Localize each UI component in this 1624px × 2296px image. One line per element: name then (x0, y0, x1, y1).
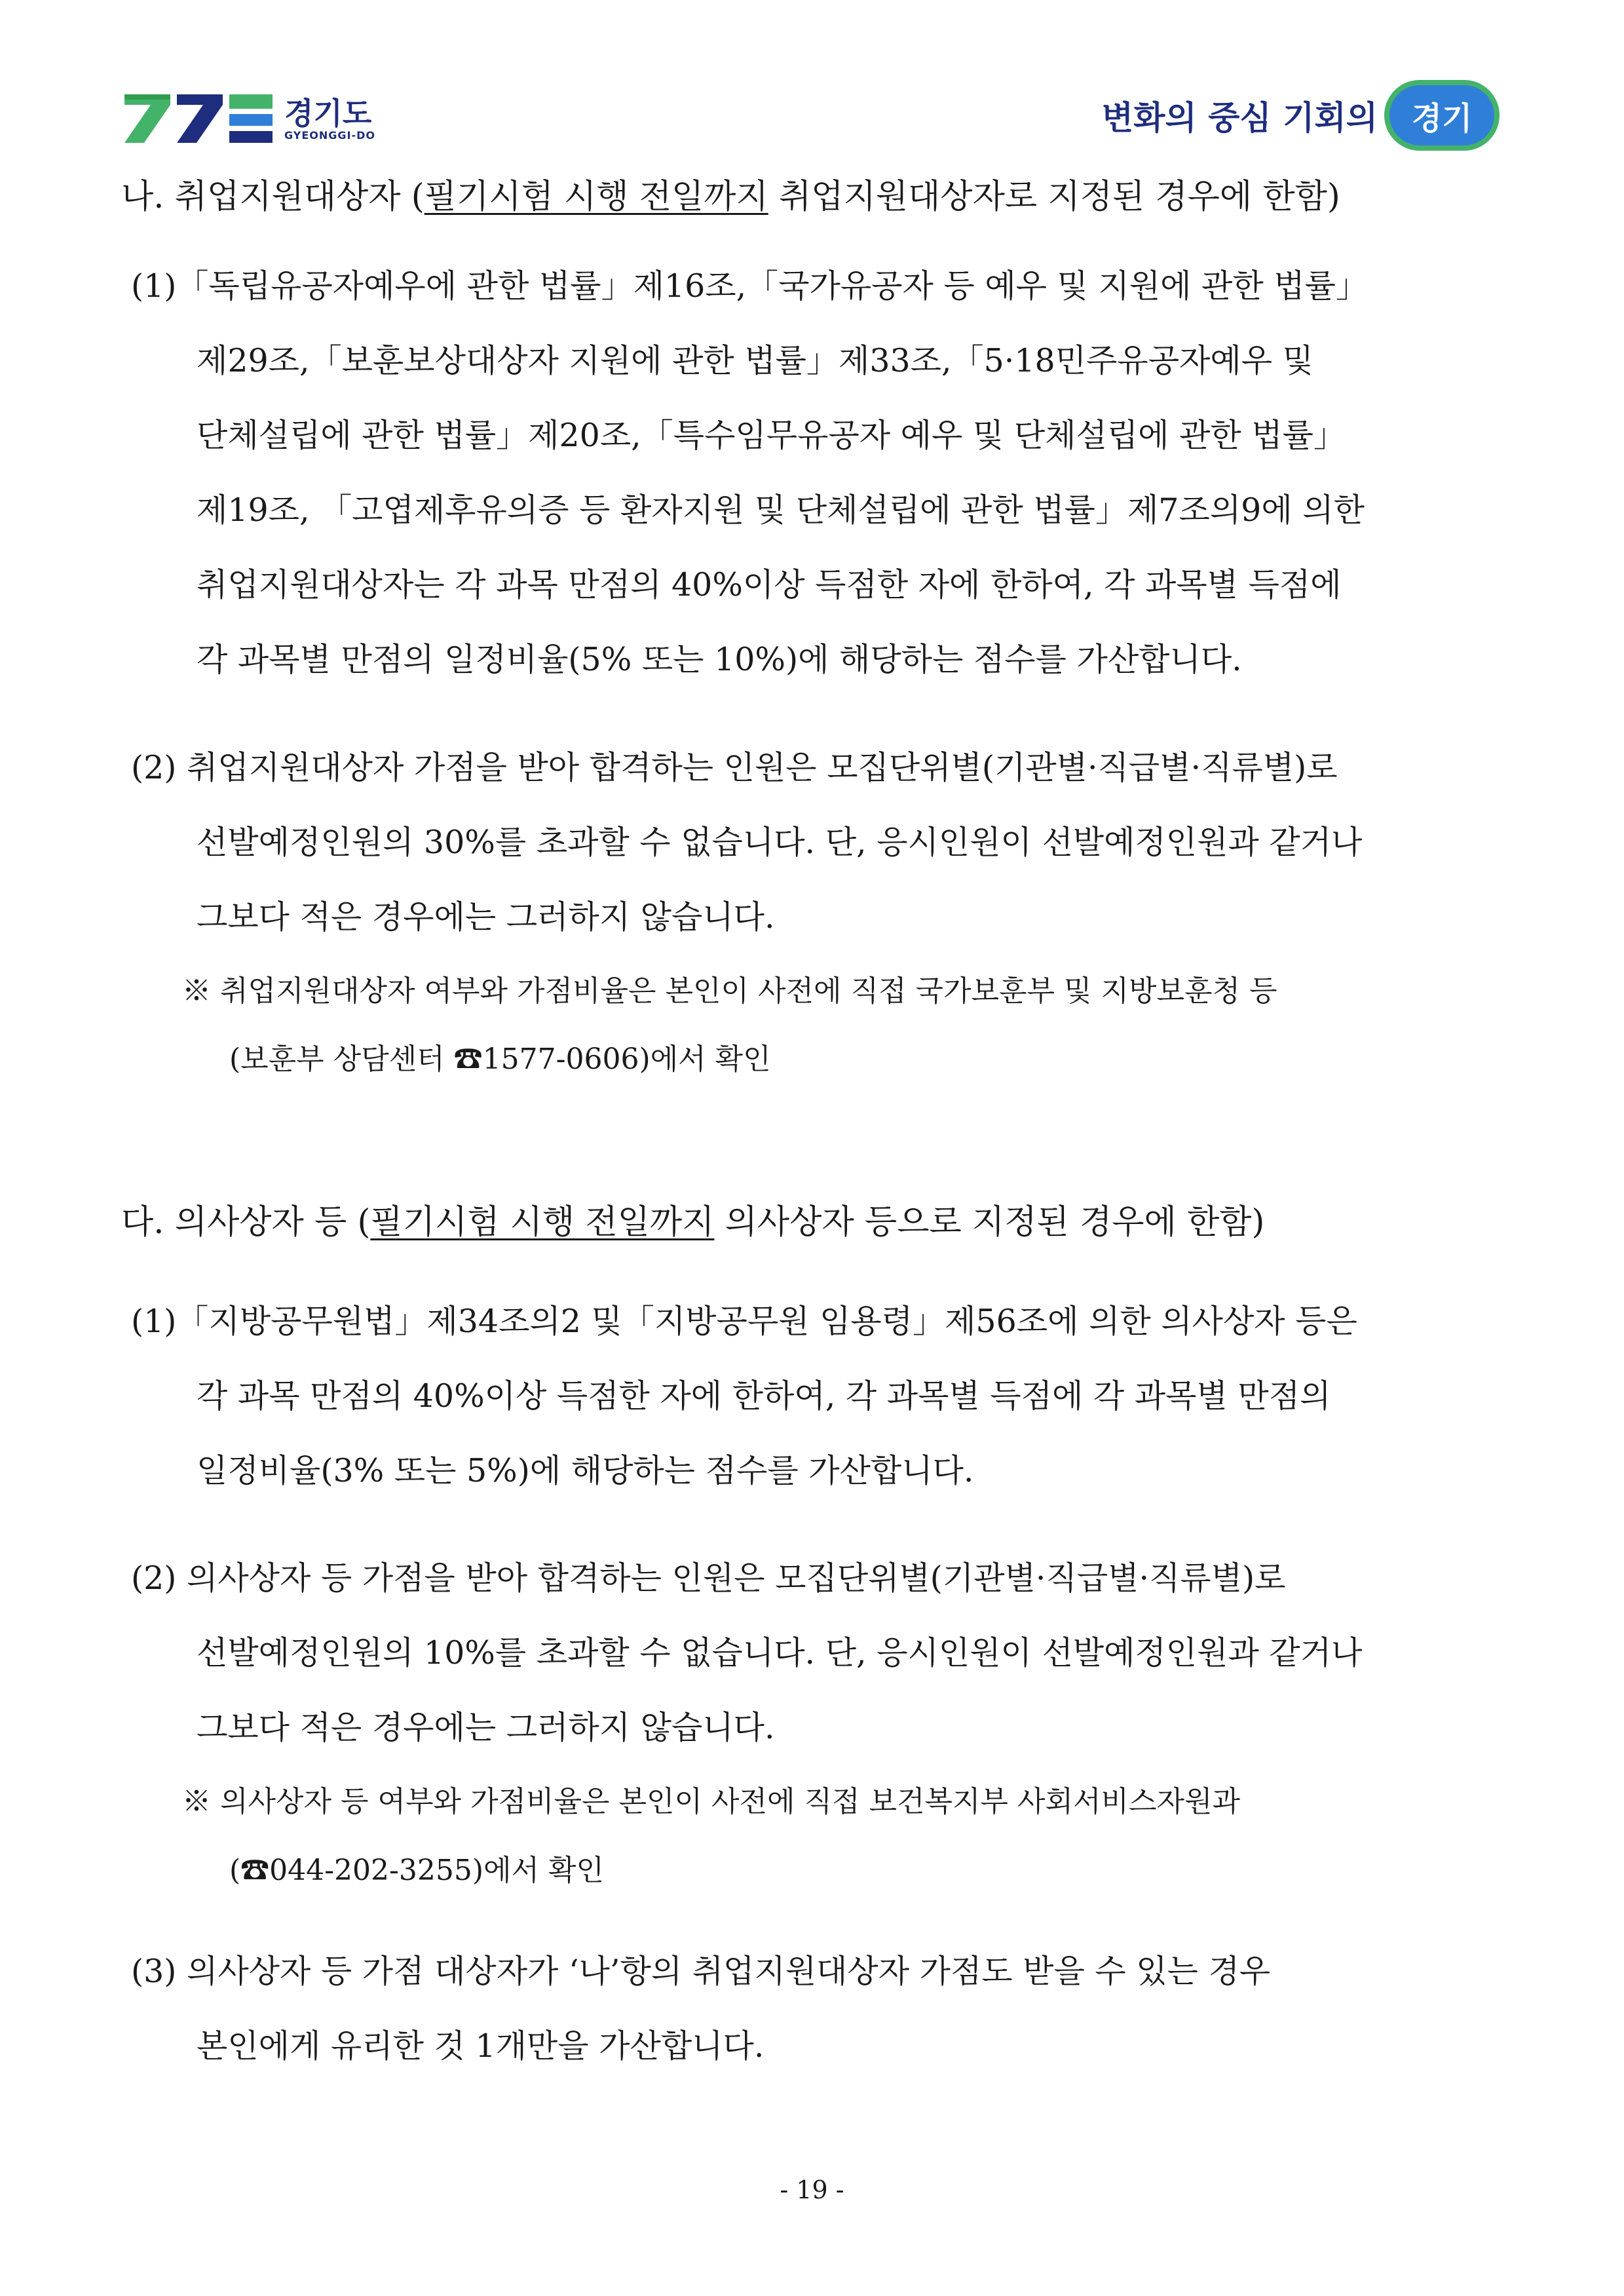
na-item1-line: 각 과목별 만점의 일정비율(5% 또는 10%)에 해당하는 점수를 가산합니다. (197, 641, 1242, 678)
section-na-heading-prefix: 나. 취업지원대상자 ( (121, 178, 425, 216)
page-number: - 19 - (780, 2175, 844, 2204)
da-item1-line: (1)「지방공무원법」제34조의2 및「지방공무원 임용령」제56조에 의한 의사상자 등은 (131, 1303, 1357, 1340)
na-note-line: ※ 취업지원대상자 여부와 가점비율은 본인이 사전에 직접 국가보훈부 및 지방보훈청 등 (182, 974, 1277, 1008)
slogan-text: 변화의 중심 기회의 (1101, 99, 1378, 137)
na-item2-line: (2) 취업지원대상자 가점을 받아 합격하는 인원은 모집단위별(기관별·직급별·직류별)로 (131, 749, 1338, 786)
gyeonggi-logo (124, 90, 375, 148)
section-na-heading-suffix: 취업지원대상자로 지정된 경우에 한함) (768, 178, 1340, 216)
section-da-heading-prefix: 다. 의사상자 등 ( (121, 1203, 371, 1242)
da-note-line: ※ 의사상자 등 여부와 가점비율은 본인이 사전에 직접 보건복지부 사회서비스자원과 (182, 1785, 1241, 1818)
na-item1-line: 제19조, 「고엽제후유의증 등 환자지원 및 단체설립에 관한 법률」제7조의9에 의한 (197, 491, 1365, 529)
logo-english-text: GYEONGGI-DO (284, 128, 376, 142)
na-item2-line: 선발예정인원의 30%를 초과할 수 없습니다. 단, 응시인원이 선발예정인원과 같거나 (197, 824, 1363, 861)
section-na-heading (121, 169, 1340, 218)
da-item3-line: (3) 의사상자 등 가점 대상자가 ‘나’항의 취업지원대상자 가점도 받을 수 있는 경우 (131, 1953, 1271, 1990)
slogan (1102, 80, 1500, 151)
na-item1-line: 제29조,「보훈보상대상자 지원에 관한 법률」제33조,「5·18민주유공자예우 및 (197, 342, 1313, 379)
na-note-line: (보훈부 상담센터 ☎1577-0606)에서 확인 (229, 1043, 771, 1076)
slogan-badge: 경기 (1384, 80, 1500, 151)
da-item2-line: 선발예정인원의 10%를 초과할 수 없습니다. 단, 응시인원이 선발예정인원과 같거나 (197, 1634, 1363, 1672)
section-da-heading-suffix: 의사상자 등으로 지정된 경우에 한함) (714, 1203, 1265, 1242)
gyeonggi-logo-mark-icon (124, 90, 275, 148)
na-item1-line: 단체설립에 관한 법률」제20조,「특수임무유공자 예우 및 단체설립에 관한 법률」 (197, 417, 1346, 454)
da-item2-line: (2) 의사상자 등 가점을 받아 합격하는 인원은 모집단위별(기관별·직급별·직류별)로 (131, 1559, 1286, 1597)
na-item1-line: 취업지원대상자는 각 과목 만점의 40%이상 득점한 자에 한하여, 각 과목별 득점에 (197, 566, 1342, 603)
da-item2-line: 그보다 적은 경우에는 그러하지 않습니다. (197, 1709, 775, 1746)
logo-korean-text: 경기도 (284, 95, 372, 131)
na-item2-line: 그보다 적은 경우에는 그러하지 않습니다. (197, 898, 775, 936)
section-da-heading (121, 1195, 1264, 1243)
da-item1-line: 일정비율(3% 또는 5%)에 해당하는 점수를 가산합니다. (197, 1452, 974, 1489)
da-item3-line: 본인에게 유리한 것 1개만을 가산합니다. (197, 2027, 765, 2065)
section-da-heading-underlined: 필기시험 시행 전일까지 (370, 1203, 715, 1242)
na-item1-line: (1)「독립유공자예우에 관한 법률」제16조,「국가유공자 등 예우 및 지원에 관한 법률」 (131, 267, 1368, 305)
da-note-line: (☎044-202-3255)에서 확인 (229, 1854, 605, 1887)
section-na-heading-underlined: 필기시험 시행 전일까지 (424, 178, 768, 216)
da-item1-line: 각 과목 만점의 40%이상 득점한 자에 한하여, 각 과목별 득점에 각 과목별 만점의 (197, 1377, 1331, 1415)
